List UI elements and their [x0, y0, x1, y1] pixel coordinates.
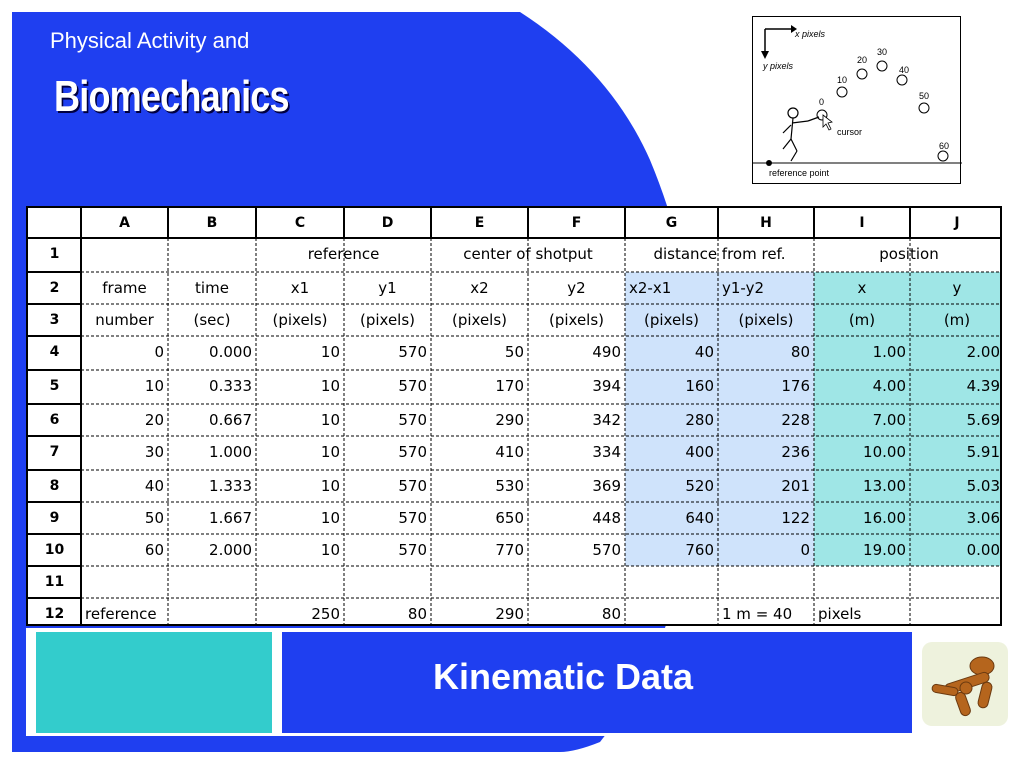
data-cell: 640: [685, 509, 714, 527]
group-header-reference: reference: [307, 245, 380, 263]
data-cell: 280: [685, 411, 714, 429]
column-header-unit: (sec): [193, 311, 231, 329]
reference-point-label: reference point: [769, 168, 830, 178]
frame-label-60: 60: [939, 141, 950, 151]
data-cell: 10: [320, 343, 340, 361]
column-letter: A: [119, 215, 130, 231]
data-cell: 0: [800, 541, 810, 559]
row-number: 8: [49, 478, 60, 494]
data-cell: 4.39: [966, 377, 1000, 395]
column-header-unit: (pixels): [359, 311, 416, 329]
data-cell: 10: [320, 509, 340, 527]
data-cell: 50: [504, 343, 524, 361]
data-cell: 176: [781, 377, 810, 395]
slide-footer-title: Kinematic Data: [432, 656, 694, 697]
shotput-frame-50: [919, 103, 929, 113]
data-cell: 20: [144, 411, 164, 429]
data-cell: 0.000: [209, 343, 252, 361]
data-cell: 400: [685, 443, 714, 461]
column-header-name: x: [857, 279, 867, 297]
data-cell: 0.333: [209, 377, 252, 395]
column-header-name: y1: [378, 279, 397, 297]
spreadsheet: [26, 206, 1002, 626]
data-cell: 160: [685, 377, 714, 395]
shotput-frame-30: [877, 61, 887, 71]
column-header-unit: (pixels): [738, 311, 794, 329]
data-cell: 369: [592, 477, 621, 495]
data-cell: 10: [320, 377, 340, 395]
row-number: 6: [49, 412, 60, 428]
column-letter: H: [760, 215, 772, 231]
row-number: 1: [49, 246, 60, 262]
data-cell: 0: [154, 343, 164, 361]
data-cell: 5.91: [966, 443, 1000, 461]
data-cell: 342: [592, 411, 621, 429]
column-header-unit: (pixels): [548, 311, 605, 329]
data-cell: 570: [398, 443, 427, 461]
data-cell: 770: [495, 541, 524, 559]
row-number: 10: [44, 542, 65, 558]
data-cell: 10: [320, 443, 340, 461]
frame-label-40: 40: [899, 65, 910, 75]
row-number: 4: [49, 344, 60, 360]
data-cell: 170: [495, 377, 524, 395]
footer-teal-block: [36, 632, 272, 733]
data-cell: 410: [495, 443, 524, 461]
scale-label: 1 m = 40: [722, 605, 793, 623]
column-header-unit: (pixels): [643, 311, 700, 329]
shotput-frame-10: [837, 87, 847, 97]
data-cell: 760: [685, 541, 714, 559]
data-cell: 650: [495, 509, 524, 527]
data-cell: 490: [592, 343, 621, 361]
data-cell: 570: [398, 377, 427, 395]
column-letter: C: [294, 215, 306, 231]
header-subtitle: Physical Activity and: [50, 28, 250, 53]
data-cell: 570: [398, 509, 427, 527]
frame-label-50: 50: [919, 91, 930, 101]
data-cell: 30: [144, 443, 164, 461]
header-title: Biomechanics: [54, 72, 289, 121]
data-cell: 290: [495, 411, 524, 429]
data-cell: 530: [495, 477, 524, 495]
column-header-unit: (pixels): [451, 311, 508, 329]
shotput-frame-60: [938, 151, 948, 161]
row-number: 12: [44, 606, 65, 622]
row-number: 3: [49, 312, 60, 328]
column-header-name: y: [952, 279, 962, 297]
frame-label-0: 0: [819, 97, 825, 107]
data-cell: 80: [790, 343, 810, 361]
data-cell: 448: [592, 509, 621, 527]
data-cell: 570: [398, 343, 427, 361]
row-number: 2: [49, 280, 60, 296]
data-cell: 40: [144, 477, 164, 495]
data-cell: 1.00: [872, 343, 906, 361]
data-cell: 0.00: [966, 541, 1000, 559]
reference-row-label: reference: [85, 605, 157, 623]
data-cell: 228: [781, 411, 810, 429]
column-header-name: frame: [102, 279, 147, 297]
group-header-position: position: [879, 245, 939, 263]
frame-label-20: 20: [857, 55, 868, 65]
column-header-name: time: [195, 279, 229, 297]
reference-point-dot: [766, 160, 772, 166]
data-cell: 10: [320, 411, 340, 429]
data-cell: 2.000: [209, 541, 252, 559]
column-letter: J: [954, 215, 960, 231]
data-cell: 0.667: [209, 411, 252, 429]
data-cell: 1.333: [209, 477, 252, 495]
column-header-unit: (m): [848, 311, 876, 329]
data-cell: 4.00: [872, 377, 906, 395]
group-header-center: center of shotput: [463, 245, 593, 263]
wooden-figure-image: [922, 642, 1008, 726]
data-cell: 13.00: [863, 477, 906, 495]
diagram-drawing: [753, 17, 962, 185]
row-number: 11: [44, 574, 65, 590]
column-letter: B: [206, 215, 218, 231]
reference-x1: 250: [311, 605, 340, 623]
data-cell: 50: [144, 509, 164, 527]
cursor-icon: [823, 115, 832, 130]
thrower-figure-icon: [783, 108, 819, 161]
row-number: 5: [49, 378, 60, 394]
data-cell: 570: [398, 541, 427, 559]
column-header-unit: number: [95, 311, 154, 329]
frame-label-30: 30: [877, 47, 888, 57]
frame-label-10: 10: [837, 75, 848, 85]
reference-y2: 80: [601, 605, 621, 623]
shotput-frame-20: [857, 69, 867, 79]
column-letter: I: [859, 215, 865, 231]
column-letter: F: [571, 215, 582, 231]
column-header-name: x2: [470, 279, 489, 297]
data-cell: 60: [144, 541, 164, 559]
row-number: 9: [49, 510, 60, 526]
data-cell: 7.00: [872, 411, 906, 429]
cursor-label: cursor: [837, 127, 863, 137]
group-header-distance: distance from ref.: [653, 245, 786, 263]
reference-y1: 80: [407, 605, 427, 623]
data-cell: 5.69: [966, 411, 1000, 429]
wooden-mannequin-icon: [922, 642, 1008, 726]
data-cell: 570: [398, 411, 427, 429]
data-cell: 19.00: [863, 541, 906, 559]
data-cell: 236: [781, 443, 810, 461]
data-cell: 570: [592, 541, 621, 559]
data-cell: 394: [592, 377, 621, 395]
column-letter: E: [474, 215, 485, 231]
data-cell: 40: [694, 343, 714, 361]
data-cell: 1.667: [209, 509, 252, 527]
column-letter: D: [381, 215, 394, 231]
data-cell: 570: [398, 477, 427, 495]
pixel-diagram: [752, 16, 961, 184]
scale-unit: pixels: [818, 605, 862, 623]
row-number: 7: [49, 444, 60, 460]
data-cell: 201: [781, 477, 810, 495]
y-pixels-label: y pixels: [763, 61, 794, 71]
column-header-unit: (m): [943, 311, 971, 329]
x-pixels-label: x pixels: [795, 29, 826, 39]
data-cell: 2.00: [966, 343, 1000, 361]
data-cell: 1.000: [209, 443, 252, 461]
shotput-frame-40: [897, 75, 907, 85]
data-cell: 334: [592, 443, 621, 461]
data-cell: 122: [781, 509, 810, 527]
reference-x2: 290: [495, 605, 524, 623]
y-arrowhead-icon: [761, 51, 769, 59]
column-header-name: x2-x1: [629, 279, 672, 297]
data-cell: 16.00: [863, 509, 906, 527]
data-cell: 10: [320, 541, 340, 559]
data-cell: 10.00: [863, 443, 906, 461]
column-header-name: y2: [567, 279, 586, 297]
data-cell: 10: [144, 377, 164, 395]
data-cell: 5.03: [966, 477, 1000, 495]
column-header-unit: (pixels): [272, 311, 328, 329]
column-letter: G: [665, 215, 678, 231]
data-cell: 520: [685, 477, 714, 495]
column-header-name: x1: [290, 279, 310, 297]
data-cell: 10: [320, 477, 340, 495]
column-header-name: y1-y2: [722, 279, 764, 297]
data-cell: 3.06: [966, 509, 1000, 527]
